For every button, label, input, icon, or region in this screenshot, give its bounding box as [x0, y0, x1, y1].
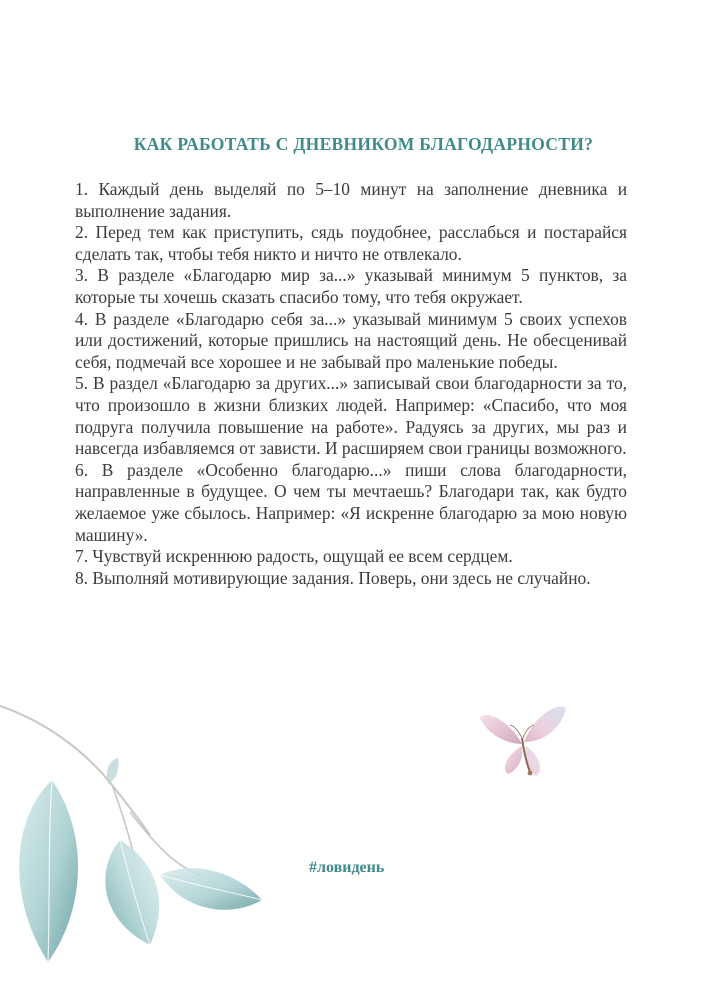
instruction-item-8: 8. Выполняй мотивирующие задания. Поверь, они здесь не случайно.	[75, 567, 591, 588]
instruction-item-5: 5. В раздел «Благодарю за других...» записывай свои благодарности за то, что произошло в жизни близких людей. Например: «Спасибо, что моя подруга получила повышение на работе». Радуясь за других, мы раз и навсегда избавляемся от зависти. И расширяем свои границы возможного.	[75, 373, 627, 459]
page-title: КАК РАБОТАТЬ С ДНЕВНИКОМ БЛАГОДАРНОСТИ?	[133, 134, 594, 154]
branch-stem	[0, 706, 150, 835]
instructions-list	[75, 179, 627, 589]
leaf-branch-illustration	[0, 700, 330, 1001]
butterfly-icon	[478, 698, 570, 788]
instruction-item-1: 1. Каждый день выделяй по 5–10 минут на заполнение дневника и выполнение задания.	[75, 179, 627, 221]
instruction-item-3: 3. В разделе «Благодарю мир за...» указывай минимум 5 пунктов, за которые ты хочешь сказать спасибо тому, что тебя окружает.	[75, 265, 627, 307]
instruction-item-6: 6. В разделе «Особенно благодарю...» пиши слова благодарности, направленные в будущее. О чем ты мечтаешь? Благодари так, как будто желаемое уже сбылось. Например: «Я искренне благодарю за мою новую машину».	[75, 459, 627, 545]
instruction-item-7: 7. Чувствуй искреннюю радость, ощущай ее всем сердцем.	[75, 546, 513, 567]
leaf-bud-icon	[107, 758, 119, 784]
leaf-middle-icon	[105, 840, 159, 945]
hashtag-label: #ловидень	[309, 859, 385, 876]
instruction-item-2: 2. Перед тем как приступить, сядь поудобнее, расслабься и постарайся сделать так, чтобы тебя никто и ничто не отвлекало.	[75, 222, 627, 264]
instruction-item-4: 4. В разделе «Благодарю себя за...» указывай минимум 5 своих успехов или достижений, которые пришлись на настоящий день. Не обесценивай себя, подмечай все хорошее и не забывай про маленькие победы.	[75, 308, 627, 372]
leaf-small-icon	[160, 868, 262, 910]
